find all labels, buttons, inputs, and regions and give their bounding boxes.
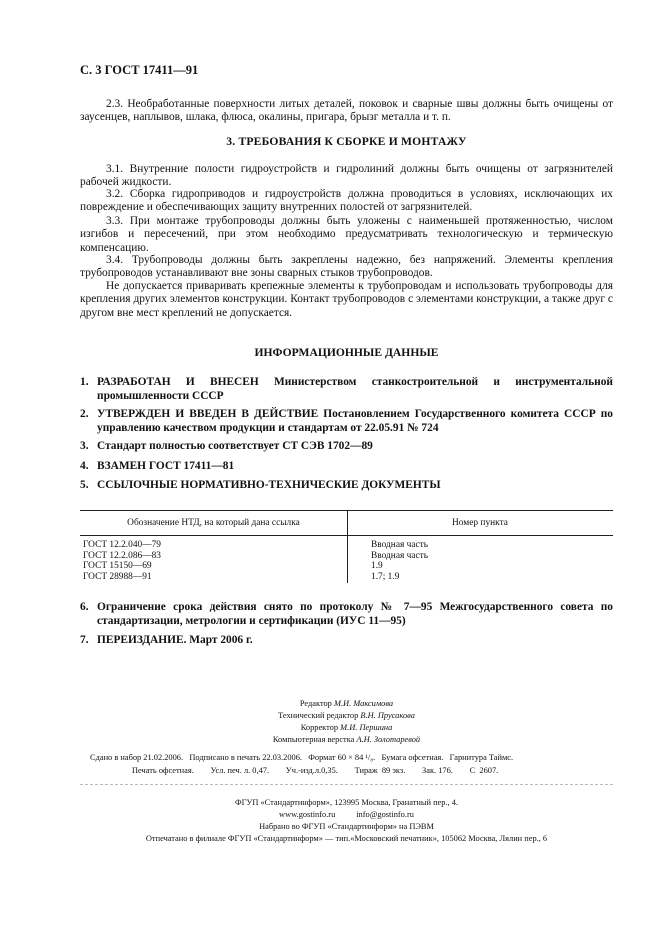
- info-item-2: 2. УТВЕРЖДЕН И ВВЕДЕН В ДЕЙСТВИЕ Постановлением Государственного комитета СССР по управлению качеством продукции и стандартам от 22.05.91 № 724: [80, 408, 613, 434]
- printing-info: Отпечатано в филиале ФГУП «Стандартинформ» — тип.«Московский печатник», 105062 Москва, Лялин пер., 6: [145, 834, 548, 843]
- paragraph-2-3: 2.3. Необработанные поверхности литых деталей, поковок и сварные швы должны быть очищены от заусенцев, наплывов, шлака, флюса, окалины, пригара, брызг металла и т. п.: [80, 98, 613, 124]
- corrector-line: Корректор М.И. Першина: [300, 723, 393, 732]
- table-header-border: [80, 535, 613, 536]
- table-row: ГОСТ 28988—91 1.7; 1.9: [83, 571, 400, 582]
- paragraph-3-2: 3.2. Сборка гидроприводов и гидроустройств должна проводиться в условиях, исключающих их повреждение и обеспечивающих защиту внутренних полостей от загрязнителей.: [80, 188, 613, 214]
- section-3-title: 3. ТРЕБОВАНИЯ К СБОРКЕ И МОНТАЖУ: [226, 135, 467, 148]
- table-header-item-number: Номер пункта: [452, 518, 508, 528]
- info-item-5: 5. ССЫЛОЧНЫЕ НОРМАТИВНО-ТЕХНИЧЕСКИЕ ДОКУМЕНТЫ: [80, 479, 441, 491]
- typeset-info: Набрано во ФГУП «Стандартинформ» на ПЭВМ: [259, 822, 434, 831]
- table-row: ГОСТ 12.2.040—79 Вводная часть: [83, 540, 429, 550]
- print-details-line-1: Сдано в набор 21.02.2006. Подписано в печать 22.03.2006. Формат 60 × 84 ¹/₈. Бумага офсетная. Гарнитура Таймс.: [90, 753, 514, 762]
- editor-line: Редактор М.И. Максимова: [299, 699, 394, 708]
- paragraph-3-1: 3.1. Внутренние полости гидроустройств и гидролиний должны быть очищены от загрязнителей рабочей жидкости.: [80, 163, 613, 189]
- info-item-3: 3. Стандарт полностью соответствует СТ СЭВ 1702—89: [80, 440, 373, 452]
- info-item-7: 7. ПЕРЕИЗДАНИЕ. Март 2006 г.: [80, 634, 253, 646]
- paragraph-3-4-continued: Не допускается приваривать крепежные элементы к трубопроводам и использовать трубопроводы для крепления других элементов конструкции. Контакт трубопроводов с элементами конструкции, а также друг с другом вне мест креплений не допускается.: [80, 280, 613, 319]
- info-data-title: ИНФОРМАЦИОННЫЕ ДАННЫЕ: [254, 346, 439, 359]
- publisher-address: ФГУП «Стандартинформ», 123995 Москва, Гранатный пер., 4.: [234, 798, 459, 807]
- publisher-block: [80, 797, 613, 845]
- editors-block: [80, 698, 613, 746]
- footer-divider: [80, 784, 613, 785]
- page-header: С. 3 ГОСТ 17411—91: [80, 63, 199, 77]
- layout-line: Компьютерная верстка А.Н. Золотаревой: [272, 735, 421, 744]
- publisher-web: www.gostinfo.ru info@gostinfo.ru: [279, 810, 414, 819]
- tech-editor-line: Технический редактор В.Н. Прусакова: [278, 711, 415, 720]
- table-header-document: Обозначение НТД, на который дана ссылка: [127, 518, 300, 528]
- info-item-4: 4. ВЗАМЕН ГОСТ 17411—81: [80, 460, 235, 472]
- paragraph-3-3: 3.3. При монтаже трубопроводы должны быть уложены с наименьшей протяженностью, числом изгибов и пересечений, при этом необходимо предусматривать технологическую и термическую компенсацию.: [80, 215, 613, 254]
- table-body: [80, 540, 613, 582]
- table-row: ГОСТ 12.2.086—83 Вводная часть: [83, 550, 429, 561]
- table-row: ГОСТ 15150—69 1.9: [83, 561, 383, 571]
- paragraph-3-4: 3.4. Трубопроводы должны быть закреплены надежно, без напряжений. Элементы крепления трубопроводов устанавливают вне зоны сварных стыков трубопроводов.: [80, 254, 613, 280]
- info-item-6: 6. Ограничение срока действия снято по протоколу № 7—95 Межгосударственного совета по стандартизации, метрологии и сертификации (ИУС 11—95): [80, 601, 613, 627]
- info-item-1: 1. РАЗРАБОТАН И ВНЕСЕН Министерством станкостроительной и инструментальной промышленности СССР: [80, 376, 613, 402]
- print-details-line-2: Печать офсетная. Усл. печ. л. 0,47. Уч.-изд.л.0,35. Тираж 89 экз. Зак. 176. С 2607.: [132, 766, 499, 775]
